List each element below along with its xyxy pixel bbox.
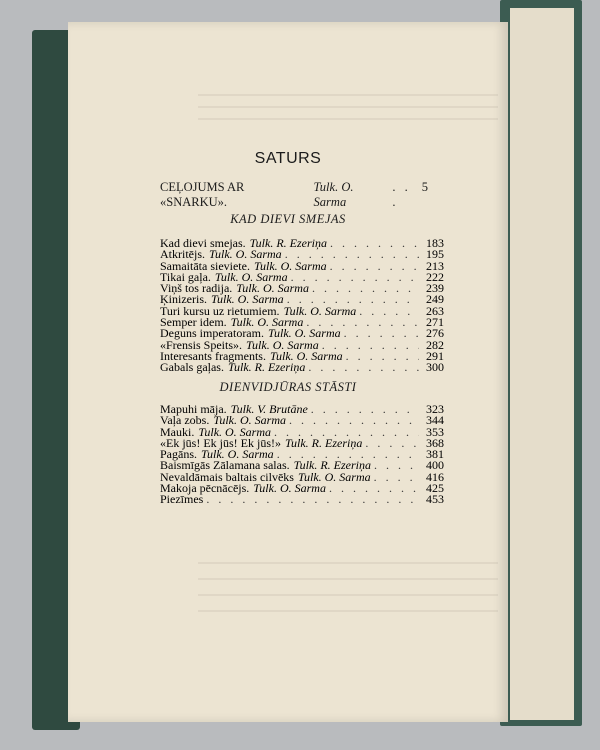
toc-entry-title: Deguns imperatoram. [160,326,264,341]
toc-entry-title: Kad dievi smejas. [160,236,246,250]
toc-entry-translator: Tulk. O. Sarma [283,303,357,318]
toc-entry-page: 213 [426,258,444,273]
toc-entry-page: 400 [426,458,444,473]
toc-leader-dots [206,494,419,505]
toc-leader-dots [330,261,419,272]
toc-entry-page: 271 [426,315,444,330]
toc-entry-translator: Tulk. R. Ezeriņa [249,236,327,250]
toc-entry-page: 5 [421,180,428,194]
show-through-line [198,118,498,120]
toc-leader-dots [359,306,419,317]
toc-entry-translator: Tulk. R. Ezeriņa [227,360,306,375]
toc-entry-page: 425 [426,481,444,496]
toc-leader-dots [374,472,419,483]
toc-entry-title: Nevaldāmais baltais cilvēks [160,469,294,484]
toc-entry-translator: Tulk. O. Sarma [253,258,327,273]
toc-leader-dots [291,272,419,283]
toc-entry-page: 183 [426,236,444,250]
toc-entry-title: Mapuhi māja. [160,402,227,416]
toc-leader-dots: . . . [392,180,411,209]
toc-entry-title: Semper idem. [160,315,227,330]
toc-entry-page: 263 [426,303,444,318]
toc-entry-translator: Tulk. V. Brutāne [230,402,308,416]
toc-leader-dots [289,415,419,426]
contents-heading: SATURS [254,150,322,167]
show-through-line [198,594,498,596]
toc-entry-translator: Tulk. O. Sarma [267,326,341,341]
show-through-line [198,106,498,108]
toc-entry-title: CEĻOJUMS AR «SNARKU». [160,180,245,209]
toc-entry-title: Tikai gaļa. [160,269,211,284]
toc-entry [160,494,444,505]
toc-leader-dots [365,438,419,449]
toc-entry-title: Pagāns. [160,447,197,462]
toc-leader-dots [308,362,419,373]
toc-entry-page: 249 [426,292,444,307]
section-title-kad-dievi-smejas: KAD DIEVI SMEJAS [230,212,346,226]
toc-entry-title: Viņš tos radija. [160,281,233,296]
toc-list-section-2 [160,404,444,506]
toc-entry-page: 195 [426,247,444,262]
right-page-edge [510,8,574,720]
toc-list-section-1 [160,238,444,374]
toc-leader-dots [346,351,419,362]
toc-entry-title: Makoja pēcnācējs. [160,481,250,496]
toc-leader-dots [312,283,419,294]
toc-entry-translator: Tulk. O. Sarma [230,315,304,330]
toc-entry-page: 381 [426,447,444,462]
toc-entry-title: Mauki. [160,424,195,439]
toc-leader-dots [330,238,419,249]
toc-entry-translator: Tulk. R. Ezeriņa [293,458,371,473]
toc-entry-translator: Tulk. R. Ezeriņa [285,435,363,450]
toc-entry-page: 276 [426,326,444,341]
toc-leader-dots [374,460,419,471]
toc-entry-translator: Tulk. O. Sarma [201,447,274,462]
toc-first-entry [160,180,428,210]
toc-entry-page: 239 [426,281,444,296]
toc-leader-dots [329,483,419,494]
toc-entry-title: Vaļa zobs. [160,413,210,428]
toc-entry-translator: Tulk. O. Sarma [213,413,287,428]
toc-entry-title: Piezīmes [160,492,204,507]
toc-entry-title: «Frensis Speits». [160,337,243,352]
toc-entry-page: 344 [426,413,444,428]
toc-entry-translator: Tulk. O. Sarma [214,269,288,284]
toc-entry-page: 323 [426,402,444,416]
toc-entry-page: 368 [426,435,444,450]
toc-entry-page: 222 [426,269,444,284]
toc-entry-translator: Tulk. O. Sarma [297,469,371,484]
toc-entry-translator: Tulk. O. Sarma [246,337,319,352]
book-page [68,22,508,722]
toc-entry-title: Baismīgās Zālamana salas. [160,458,290,473]
toc-entry-page: 453 [426,492,444,507]
show-through-line [198,562,498,564]
toc-entry-title: Samaitāta sieviete. [160,258,250,273]
toc-entry-page: 353 [426,424,444,439]
toc-entry-translator: Tulk. O. Sarma [269,348,343,363]
toc-entry-page: 300 [426,360,444,375]
toc-entry-title: Atkritējs. [160,247,205,262]
toc-entry-page: 282 [426,337,444,352]
toc-leader-dots [311,404,419,415]
toc-entry-translator: Tulk. O. Sarma [313,180,354,209]
toc-entry-page: 291 [426,348,444,363]
toc-entry-title: Ķinizeris. [160,292,207,307]
toc-entry-title: Turi kursu uz rietumiem. [160,303,280,318]
section-title-dienvidjuras-stasti: DIENVIDJŪRAS STĀSTI [219,380,357,394]
toc-entry-translator: Tulk. O. Sarma [198,424,272,439]
toc-entry-translator: Tulk. O. Sarma [209,247,282,262]
toc-entry-title: Gabals gaļas. [160,360,224,375]
toc-entry-translator: Tulk. O. Sarma [253,481,326,496]
toc-leader-dots [344,328,419,339]
toc-entry [160,362,444,373]
toc-entry-title: «Ek jūs! Ek jūs! Ek jūs!» [160,435,281,450]
toc-entry-translator: Tulk. O. Sarma [236,281,309,296]
show-through-line [198,94,498,96]
toc-entry-translator: Tulk. O. Sarma [211,292,284,307]
show-through-line [198,610,498,612]
toc-entry-title: Interesants fragments. [160,348,266,363]
show-through-line [198,578,498,580]
toc-entry-page: 416 [426,469,444,484]
